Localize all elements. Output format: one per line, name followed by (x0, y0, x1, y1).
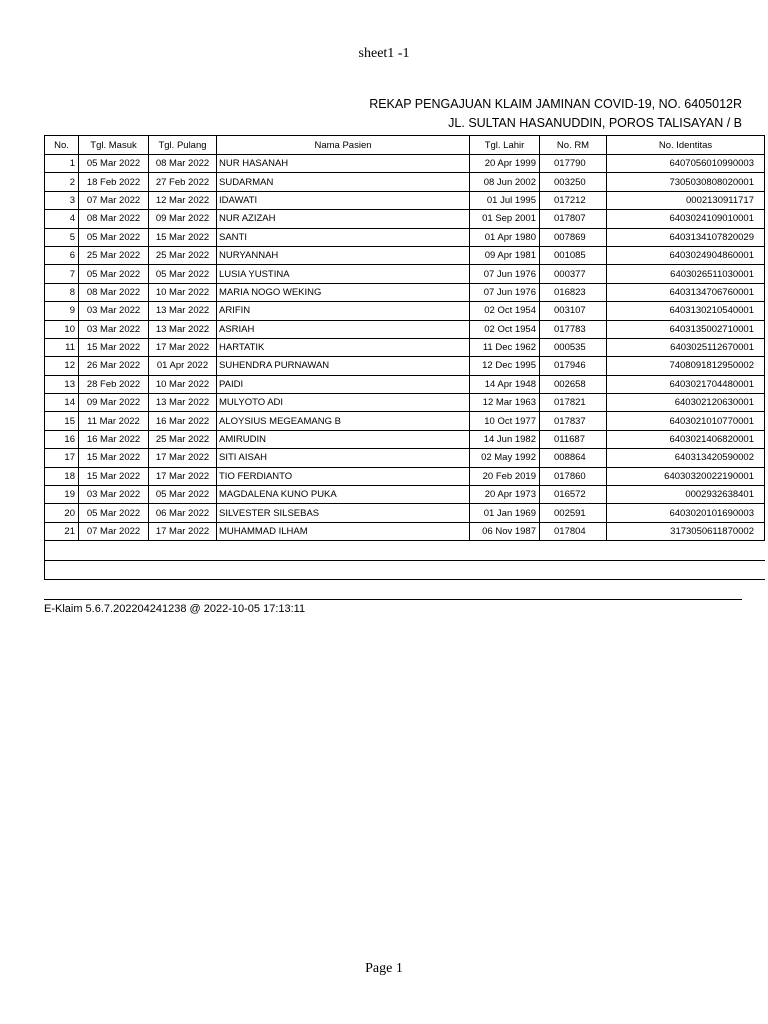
patient-name: SUHENDRA PURNAWAN (217, 357, 470, 375)
report-address: JL. SULTAN HASANUDDIN, POROS TALISAYAN / B (448, 116, 742, 130)
medical-record-number: 016823 (540, 283, 607, 301)
identity-number: 7305030808020001 (607, 173, 765, 191)
row-number: 20 (45, 504, 79, 522)
row-number: 9 (45, 302, 79, 320)
birth-date: 02 Oct 1954 (470, 302, 540, 320)
birth-date: 10 Oct 1977 (470, 412, 540, 430)
birth-date: 20 Feb 2019 (470, 467, 540, 485)
medical-record-number: 000377 (540, 265, 607, 283)
admission-date: 16 Mar 2022 (79, 430, 149, 448)
table-row (45, 394, 765, 412)
discharge-date: 17 Mar 2022 (149, 338, 217, 356)
birth-date: 12 Dec 1995 (470, 357, 540, 375)
admission-date: 28 Feb 2022 (79, 375, 149, 393)
patient-name: MUHAMMAD ILHAM (217, 522, 470, 540)
patient-name: SITI AISAH (217, 449, 470, 467)
birth-date: 07 Jun 1976 (470, 283, 540, 301)
table-row (45, 486, 765, 504)
admission-date: 11 Mar 2022 (79, 412, 149, 430)
birth-date: 14 Jun 1982 (470, 430, 540, 448)
column-header: Tgl. Masuk (79, 136, 149, 155)
birth-date: 12 Mar 1963 (470, 394, 540, 412)
column-header: No. Identitas (607, 136, 765, 155)
empty-cell (45, 541, 765, 560)
row-number: 10 (45, 320, 79, 338)
table-header-row (45, 136, 765, 155)
table-row (45, 246, 765, 264)
medical-record-number: 017807 (540, 210, 607, 228)
discharge-date: 25 Mar 2022 (149, 430, 217, 448)
admission-date: 03 Mar 2022 (79, 320, 149, 338)
medical-record-number: 001085 (540, 246, 607, 264)
column-header: Tgl. Lahir (470, 136, 540, 155)
column-header: No. RM (540, 136, 607, 155)
row-number: 15 (45, 412, 79, 430)
admission-date: 05 Mar 2022 (79, 228, 149, 246)
table-row (45, 283, 765, 301)
discharge-date: 10 Mar 2022 (149, 375, 217, 393)
patient-name: HARTATIK (217, 338, 470, 356)
row-number: 7 (45, 265, 79, 283)
medical-record-number: 017783 (540, 320, 607, 338)
admission-date: 03 Mar 2022 (79, 486, 149, 504)
patient-name: AMIRUDIN (217, 430, 470, 448)
row-number: 12 (45, 357, 79, 375)
birth-date: 08 Jun 2002 (470, 173, 540, 191)
row-number: 4 (45, 210, 79, 228)
row-number: 14 (45, 394, 79, 412)
birth-date: 01 Jul 1995 (470, 191, 540, 209)
table-row (45, 265, 765, 283)
report-title: REKAP PENGAJUAN KLAIM JAMINAN COVID-19, NO. 6405012R (369, 97, 742, 111)
birth-date: 01 Apr 1980 (470, 228, 540, 246)
discharge-date: 05 Mar 2022 (149, 265, 217, 283)
row-number: 21 (45, 522, 79, 540)
patient-name: SANTI (217, 228, 470, 246)
identity-number: 6403024904860001 (607, 246, 765, 264)
birth-date: 06 Nov 1987 (470, 522, 540, 540)
medical-record-number: 017860 (540, 467, 607, 485)
admission-date: 26 Mar 2022 (79, 357, 149, 375)
row-number: 2 (45, 173, 79, 191)
table-row (45, 320, 765, 338)
row-number: 11 (45, 338, 79, 356)
table-row (45, 522, 765, 540)
birth-date: 09 Apr 1981 (470, 246, 540, 264)
discharge-date: 27 Feb 2022 (149, 173, 217, 191)
medical-record-number: 017790 (540, 155, 607, 173)
discharge-date: 17 Mar 2022 (149, 467, 217, 485)
table-row (45, 375, 765, 393)
identity-number: 640302120630001 (607, 394, 765, 412)
discharge-date: 25 Mar 2022 (149, 246, 217, 264)
medical-record-number: 016572 (540, 486, 607, 504)
empty-row (45, 560, 765, 579)
patient-name: SUDARMAN (217, 173, 470, 191)
admission-date: 07 Mar 2022 (79, 522, 149, 540)
table-row (45, 173, 765, 191)
medical-record-number: 002591 (540, 504, 607, 522)
empty-cell (45, 560, 765, 579)
table-row (45, 338, 765, 356)
admission-date: 05 Mar 2022 (79, 265, 149, 283)
birth-date: 01 Jan 1969 (470, 504, 540, 522)
row-number: 3 (45, 191, 79, 209)
medical-record-number: 017212 (540, 191, 607, 209)
table-row (45, 302, 765, 320)
row-number: 19 (45, 486, 79, 504)
admission-date: 08 Mar 2022 (79, 283, 149, 301)
patient-name: TIO FERDIANTO (217, 467, 470, 485)
identity-number: 6403021010770001 (607, 412, 765, 430)
medical-record-number: 003250 (540, 173, 607, 191)
medical-record-number: 011687 (540, 430, 607, 448)
medical-record-number: 017837 (540, 412, 607, 430)
patient-name: NURYANNAH (217, 246, 470, 264)
identity-number: 6403026511030001 (607, 265, 765, 283)
discharge-date: 10 Mar 2022 (149, 283, 217, 301)
identity-number: 3173050611870002 (607, 522, 765, 540)
admission-date: 15 Mar 2022 (79, 449, 149, 467)
page-number: Page 1 (365, 961, 403, 976)
admission-date: 05 Mar 2022 (79, 155, 149, 173)
patient-name: PAIDI (217, 375, 470, 393)
discharge-date: 15 Mar 2022 (149, 228, 217, 246)
identity-number: 6403134107820029 (607, 228, 765, 246)
identity-number: 6403135002710001 (607, 320, 765, 338)
medical-record-number: 017821 (540, 394, 607, 412)
birth-date: 11 Dec 1962 (470, 338, 540, 356)
identity-number: 6403134706760001 (607, 283, 765, 301)
eklaim-version-timestamp: E-Klaim 5.6.7.202204241238 @ 2022-10-05 17:13:11 (44, 603, 306, 615)
birth-date: 02 Oct 1954 (470, 320, 540, 338)
column-header: Nama Pasien (217, 136, 470, 155)
birth-date: 14 Apr 1948 (470, 375, 540, 393)
identity-number: 0002130911717 (607, 191, 765, 209)
identity-number: 6403021704480001 (607, 375, 765, 393)
admission-date: 03 Mar 2022 (79, 302, 149, 320)
table-row (45, 467, 765, 485)
row-number: 6 (45, 246, 79, 264)
medical-record-number: 017804 (540, 522, 607, 540)
column-header: No. (45, 136, 79, 155)
patient-name: MULYOTO ADI (217, 394, 470, 412)
table-row (45, 191, 765, 209)
birth-date: 01 Sep 2001 (470, 210, 540, 228)
identity-number: 640313420590002 (607, 449, 765, 467)
row-number: 8 (45, 283, 79, 301)
discharge-date: 01 Apr 2022 (149, 357, 217, 375)
identity-number: 7408091812950002 (607, 357, 765, 375)
discharge-date: 05 Mar 2022 (149, 486, 217, 504)
birth-date: 20 Apr 1999 (470, 155, 540, 173)
admission-date: 05 Mar 2022 (79, 504, 149, 522)
discharge-date: 13 Mar 2022 (149, 302, 217, 320)
birth-date: 07 Jun 1976 (470, 265, 540, 283)
admission-date: 25 Mar 2022 (79, 246, 149, 264)
table-row (45, 430, 765, 448)
patient-name: NUR AZIZAH (217, 210, 470, 228)
medical-record-number: 003107 (540, 302, 607, 320)
row-number: 13 (45, 375, 79, 393)
table-row (45, 210, 765, 228)
column-header: Tgl. Pulang (149, 136, 217, 155)
medical-record-number: 002658 (540, 375, 607, 393)
identity-number: 6407056010990003 (607, 155, 765, 173)
discharge-date: 17 Mar 2022 (149, 522, 217, 540)
patient-name: ASRIAH (217, 320, 470, 338)
table-row (45, 504, 765, 522)
identity-number: 6403020101690003 (607, 504, 765, 522)
identity-number: 6403024109010001 (607, 210, 765, 228)
admission-date: 07 Mar 2022 (79, 191, 149, 209)
table-body (45, 155, 765, 580)
identity-number: 64030320022190001 (607, 467, 765, 485)
identity-number: 0002932638401 (607, 486, 765, 504)
row-number: 16 (45, 430, 79, 448)
discharge-date: 09 Mar 2022 (149, 210, 217, 228)
row-number: 17 (45, 449, 79, 467)
medical-record-number: 000535 (540, 338, 607, 356)
admission-date: 15 Mar 2022 (79, 467, 149, 485)
patient-name: NUR HASANAH (217, 155, 470, 173)
row-number: 1 (45, 155, 79, 173)
patient-name: LUSIA YUSTINA (217, 265, 470, 283)
patient-name: ALOYSIUS MEGEAMANG B (217, 412, 470, 430)
claims-table-container (44, 135, 754, 600)
birth-date: 02 May 1992 (470, 449, 540, 467)
table-row (45, 155, 765, 173)
table-row (45, 228, 765, 246)
discharge-date: 13 Mar 2022 (149, 394, 217, 412)
admission-date: 08 Mar 2022 (79, 210, 149, 228)
medical-record-number: 017946 (540, 357, 607, 375)
discharge-date: 13 Mar 2022 (149, 320, 217, 338)
admission-date: 18 Feb 2022 (79, 173, 149, 191)
empty-row (45, 541, 765, 560)
table-row (45, 357, 765, 375)
birth-date: 20 Apr 1973 (470, 486, 540, 504)
row-number: 18 (45, 467, 79, 485)
patient-name: MAGDALENA KUNO PUKA (217, 486, 470, 504)
admission-date: 09 Mar 2022 (79, 394, 149, 412)
claims-table (44, 135, 765, 580)
discharge-date: 08 Mar 2022 (149, 155, 217, 173)
discharge-date: 06 Mar 2022 (149, 504, 217, 522)
identity-number: 6403021406820001 (607, 430, 765, 448)
row-number: 5 (45, 228, 79, 246)
medical-record-number: 007869 (540, 228, 607, 246)
patient-name: ARIFIN (217, 302, 470, 320)
medical-record-number: 008864 (540, 449, 607, 467)
discharge-date: 16 Mar 2022 (149, 412, 217, 430)
patient-name: SILVESTER SILSEBAS (217, 504, 470, 522)
discharge-date: 17 Mar 2022 (149, 449, 217, 467)
patient-name: MARIA NOGO WEKING (217, 283, 470, 301)
discharge-date: 12 Mar 2022 (149, 191, 217, 209)
identity-number: 6403025112670001 (607, 338, 765, 356)
identity-number: 6403130210540001 (607, 302, 765, 320)
patient-name: IDAWATI (217, 191, 470, 209)
sheet-title: sheet1 -1 (358, 46, 410, 61)
table-row (45, 412, 765, 430)
admission-date: 15 Mar 2022 (79, 338, 149, 356)
table-row (45, 449, 765, 467)
